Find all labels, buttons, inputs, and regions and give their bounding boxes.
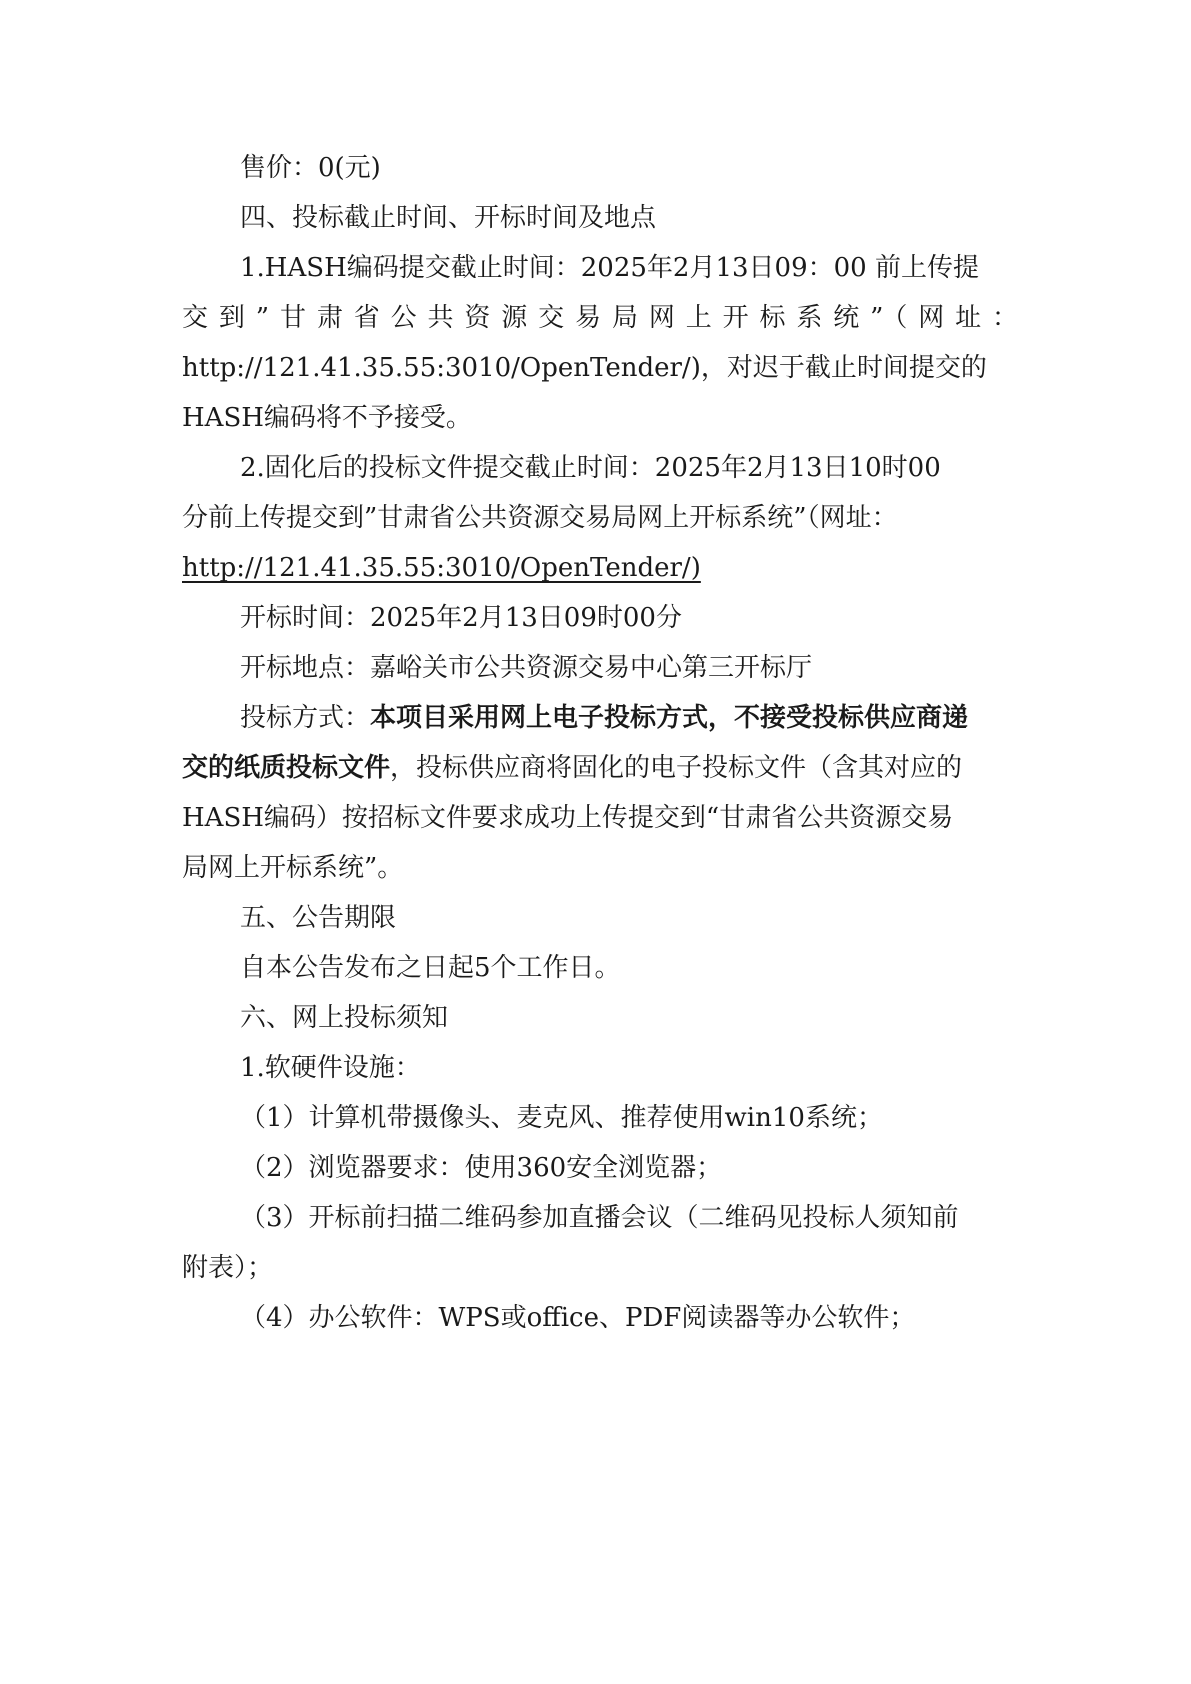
paragraph-line: HASH编码）按招标文件要求成功上传提交到“甘肃省公共资源交易 [182,803,954,833]
paragraph-line: 分前上传提交到”甘肃省公共资源交易局网上开标系统”（网址： [182,503,898,533]
paragraph-line: 1.HASH编码提交截止时间：2025年2月13日09：00 前上传提 [240,253,979,283]
list-item: （1）计算机带摄像头、麦克风、推荐使用win10系统； [240,1103,883,1133]
list-item: （2）浏览器要求：使用360安全浏览器； [240,1153,723,1183]
section-heading-deadline: 四、投标截止时间、开标时间及地点 [240,203,657,233]
subheading: 1.软硬件设施： [240,1053,421,1083]
paragraph-line: 自本公告发布之日起5个工作日。 [240,953,621,983]
paragraph-line: 局网上开标系统”。 [182,853,404,883]
bid-method-line [0,698,1191,738]
list-item: （4）办公软件：WPS或office、PDF阅读器等办公软件； [240,1303,916,1333]
paragraph-line: 2.固化后的投标文件提交截止时间：2025年2月13日10时00 [240,453,941,483]
section-heading-period: 五、公告期限 [240,903,397,933]
price-line: 售价：0(元) [240,153,381,183]
section-heading-notice: 六、网上投标须知 [240,1003,449,1033]
opening-time-line: 开标时间：2025年2月13日09时00分 [240,603,682,633]
bid-method-emphasis: 本项目采用网上电子投标方式，不接受投标供应商递 [370,703,969,733]
open-tender-link-line [0,548,1191,588]
list-item-continuation: 附表）； [182,1253,274,1283]
paragraph-line: http://121.41.35.55:3010/OpenTender/)，对迟于截止时间提交的 [182,353,987,383]
paragraph-line: HASH编码将不予接受。 [182,403,472,433]
bid-method-emphasis: 交的纸质投标文件 [182,753,391,783]
list-item: （3）开标前扫描二维码参加直播会议（二维码见投标人须知前 [240,1203,959,1233]
open-tender-link[interactable]: http://121.41.35.55:3010/OpenTender/) [182,553,701,583]
paragraph-line: 交到”甘肃省公共资源交易局网上开标系统”（网址： [182,303,1018,333]
paragraph-line [0,748,1191,788]
paragraph-text: ，投标供应商将固化的电子投标文件（含其对应的 [390,753,963,783]
bid-method-label: 投标方式： [240,703,371,733]
opening-location-line: 开标地点：嘉峪关市公共资源交易中心第三开标厅 [240,653,813,683]
